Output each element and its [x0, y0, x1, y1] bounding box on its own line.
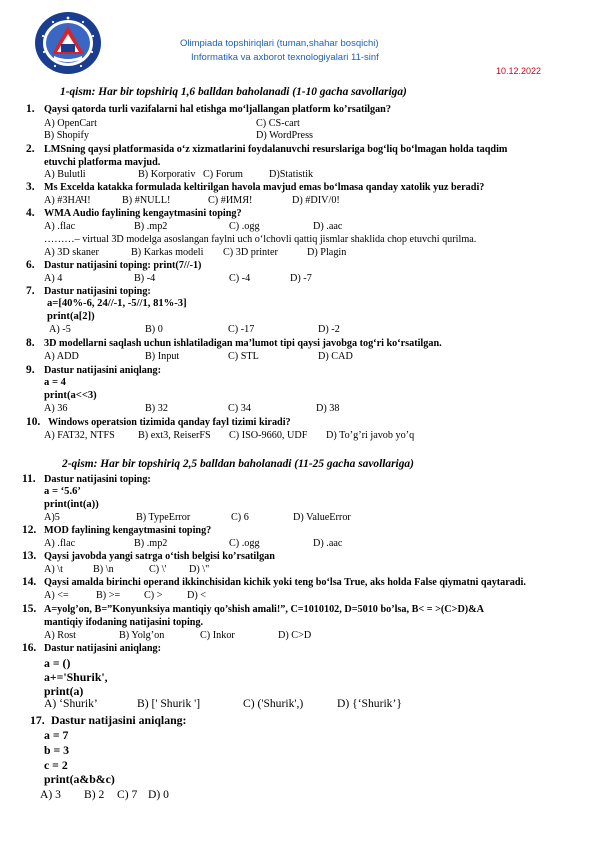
q13-number: 13.: [22, 550, 37, 562]
q10-number: 10.: [26, 416, 41, 428]
q11-option-b: B) TypeError: [136, 512, 191, 523]
q2-text-line1: LMSning qaysi platformasida o‘z xizmatlarini foydalanuvchi resurslariga bog‘liq bo‘lmagan holda taqdim: [44, 144, 508, 155]
q9-option-b: B) 32: [145, 403, 168, 414]
q10-text: Windows operatsion tizimida qanday fayl tizimi kiradi?: [48, 417, 291, 428]
q1-text: Qaysi qatorda turli vazifalarni hal etishga mo‘ljallangan platform ko’rsatilgan?: [44, 104, 391, 115]
q2-number: 2.: [26, 143, 35, 155]
q1-option-d: D) WordPress: [256, 130, 314, 141]
q7-code-line2: print(a[2]): [47, 311, 95, 322]
q12-number: 12.: [22, 524, 37, 536]
q17-code-line3: c = 2: [44, 758, 68, 772]
q3-option-b: B) #NULL!: [122, 195, 171, 206]
q13-option-c: C) \': [149, 564, 167, 575]
q9-code-line1: a = 4: [44, 377, 66, 388]
q2-option-b: B) Korporativ: [138, 169, 196, 180]
q6-option-a: A) 4: [44, 273, 63, 284]
q3-option-d: D) #DIV/0!: [292, 195, 340, 206]
q7-option-d: D) -2: [318, 324, 340, 335]
school-emblem-icon: [33, 10, 103, 76]
q4-option-c: C) .ogg: [229, 221, 260, 232]
q11-text: Dastur natijasini toping:: [44, 474, 151, 485]
q9-option-a: A) 36: [44, 403, 68, 414]
q4-option-a: A) .flac: [44, 221, 76, 232]
section-2-heading: 2-qism: Har bir topshiriq 2,5 balldan baholanadi (11-25 gacha savollariga): [62, 458, 414, 470]
q17-code-line1: a = 7: [44, 728, 69, 742]
q15-option-d: D) C>D: [278, 630, 312, 641]
q8-number: 8.: [26, 337, 35, 349]
q14-option-d: D) <: [187, 590, 207, 601]
q16-code-line2: a+='Shurik',: [44, 670, 108, 684]
q14-option-c: C) >: [144, 590, 163, 601]
q9-option-d: D) 38: [316, 403, 340, 414]
q16-option-a: A) ‘Shurik’: [44, 697, 98, 710]
q4-option-d: D) .aac: [313, 221, 343, 232]
q5-text: ………– virtual 3D modelga asoslangan faylni uch o‘lchovli qattiq jismlar shaklida chop etuvchi qurilma.: [44, 234, 477, 245]
q16-option-c: C) ('Shurik',): [243, 697, 304, 710]
section-1-heading: 1-qism: Har bir topshiriq 1,6 balldan baholanadi (1-10 gacha savollariga): [60, 86, 407, 98]
q14-option-a: A) <=: [44, 590, 69, 601]
q17-text: Dastur natijasini aniqlang:: [51, 713, 187, 727]
q3-number: 3.: [26, 181, 35, 193]
q12-option-a: A) .flac: [44, 538, 76, 549]
q7-text: Dastur natijasini toping:: [44, 286, 151, 297]
q2-option-c: C) Forum: [203, 169, 243, 180]
q11-number: 11.: [22, 473, 36, 485]
q5-option-c: C) 3D printer: [223, 247, 278, 258]
q6-option-c: C) -4: [229, 273, 251, 284]
q3-text: Ms Excelda katakka formulada keltirilgan havola mavjud emas bo‘lmasa qanday xatolik yuz beradi?: [44, 182, 485, 193]
q2-text-line2: etuvchi platforma mavjud.: [44, 157, 161, 168]
q9-text: Dastur natijasini aniqlang:: [44, 365, 161, 376]
q14-option-b: B) >=: [96, 590, 121, 601]
q17-option-d: D) 0: [148, 788, 169, 801]
q15-text-line2: mantiqiy ifodaning natijasini toping.: [44, 617, 204, 628]
q7-option-a: A) -5: [49, 324, 71, 335]
q11-option-a: A)5: [44, 512, 60, 523]
q4-option-b: B) .mp2: [134, 221, 168, 232]
q17-option-b: B) 2: [84, 788, 105, 801]
q9-option-c: C) 34: [228, 403, 251, 414]
q5-option-b: B) Karkas modeli: [131, 247, 204, 258]
q10-option-c: C) ISO-9660, UDF: [229, 430, 308, 441]
q1-option-c: C) CS-cart: [256, 118, 300, 129]
q10-option-b: B) ext3, ReiserFS: [138, 430, 211, 441]
q11-option-d: D) ValueError: [293, 512, 351, 523]
q16-number: 16.: [22, 642, 37, 654]
q11-option-c: C) 6: [231, 512, 249, 523]
q9-code-line2: print(a<<3): [44, 390, 97, 401]
q17-code-line2: b = 3: [44, 743, 70, 757]
q13-option-d: D) \": [189, 564, 210, 575]
q15-number: 15.: [22, 603, 37, 615]
q3-option-a: A) #ЗНАЧ!: [44, 195, 91, 206]
q16-text: Dastur natijasini aniqlang:: [44, 643, 161, 654]
q8-option-a: A) ADD: [44, 351, 79, 362]
q1-option-b: B) Shopify: [44, 130, 89, 141]
q12-option-d: D) .aac: [313, 538, 343, 549]
q4-number: 4.: [26, 207, 35, 219]
q2-option-a: A) Bulutli: [44, 169, 86, 180]
q7-option-c: C) -17: [228, 324, 255, 335]
q17-code-line4: print(a&b&c): [44, 772, 115, 786]
q6-text: Dastur natijasini toping: print(7//-1): [44, 260, 202, 271]
q14-text: Qaysi amalda birinchi operand ikkinchisidan kichik yoki teng bo‘lsa True, aks holda False qiymatni qaytaradi.: [44, 577, 526, 588]
q17-option-c: C) 7: [117, 788, 138, 801]
header-subtitle: Informatika va axborot texnologiyalari 11-sinf: [191, 52, 379, 63]
q2-option-d: D)Statistik: [269, 169, 314, 180]
q15-text-line1: A=yolg’on, B=”Konyunksiya mantiqiy qo’shish amali!”, C=1010102, D=5010 bo’lsa, B< = >(C>D)&A: [44, 604, 485, 615]
q6-number: 6.: [26, 259, 35, 271]
q8-option-b: B) Input: [145, 351, 180, 362]
q13-option-b: B) \n: [93, 564, 114, 575]
q7-option-b: B) 0: [145, 324, 163, 335]
q17-option-a: A) 3: [40, 788, 61, 801]
q15-option-a: A) Rost: [44, 630, 76, 641]
q3-option-c: C) #ИМЯ!: [208, 195, 253, 206]
header-title: Olimpiada topshiriqlari (tuman,shahar bosqichi): [180, 38, 379, 49]
q11-code-line2: print(int(a)): [44, 499, 99, 510]
q13-option-a: A) \t: [44, 564, 63, 575]
q6-option-d: D) -7: [290, 273, 312, 284]
q5-option-d: D) Plagin: [307, 247, 347, 258]
q8-option-c: C) STL: [228, 351, 259, 362]
q1-number: 1.: [26, 103, 35, 115]
q17-number: 17.: [30, 713, 45, 727]
q8-text: 3D modellarni saqlash uchun ishlatiladigan ma’lumot tipi qaysi javobga tog‘ri ko‘rsatilgan.: [44, 338, 442, 349]
q12-option-b: B) .mp2: [134, 538, 168, 549]
q15-option-c: C) Inkor: [200, 630, 235, 641]
q12-text: MOD faylining kengaytmasini toping?: [44, 525, 212, 536]
q6-option-b: B) -4: [134, 273, 156, 284]
q4-text: WMA Audio faylining kengaytmasini toping?: [44, 208, 242, 219]
q16-option-d: D) {‘Shurik’}: [337, 697, 402, 710]
q16-option-b: B) [' Shurik ']: [137, 697, 201, 710]
q10-option-a: A) FAT32, NTFS: [44, 430, 115, 441]
q9-number: 9.: [26, 364, 35, 376]
q5-option-a: A) 3D skaner: [44, 247, 99, 258]
q16-code-line1: a = (): [44, 656, 71, 670]
q14-number: 14.: [22, 576, 37, 588]
q12-option-c: C) .ogg: [229, 538, 260, 549]
q13-text: Qaysi javobda yangi satrga o‘tish belgisi ko’rsatilgan: [44, 551, 275, 562]
q10-option-d: D) To’g’ri javob yo’q: [326, 430, 415, 441]
q15-option-b: B) Yolg’on: [119, 630, 165, 641]
q7-number: 7.: [26, 285, 35, 297]
q16-code-line3: print(a): [44, 684, 84, 698]
q7-code-line1: a=[40%-6, 24//-1, -5//1, 81%-3]: [47, 298, 187, 309]
q1-option-a: A) OpenCart: [44, 118, 97, 129]
q11-code-line1: a = ‘5.6’: [44, 486, 81, 497]
header-date: 10.12.2022: [496, 66, 542, 76]
q8-option-d: D) CAD: [318, 351, 353, 362]
